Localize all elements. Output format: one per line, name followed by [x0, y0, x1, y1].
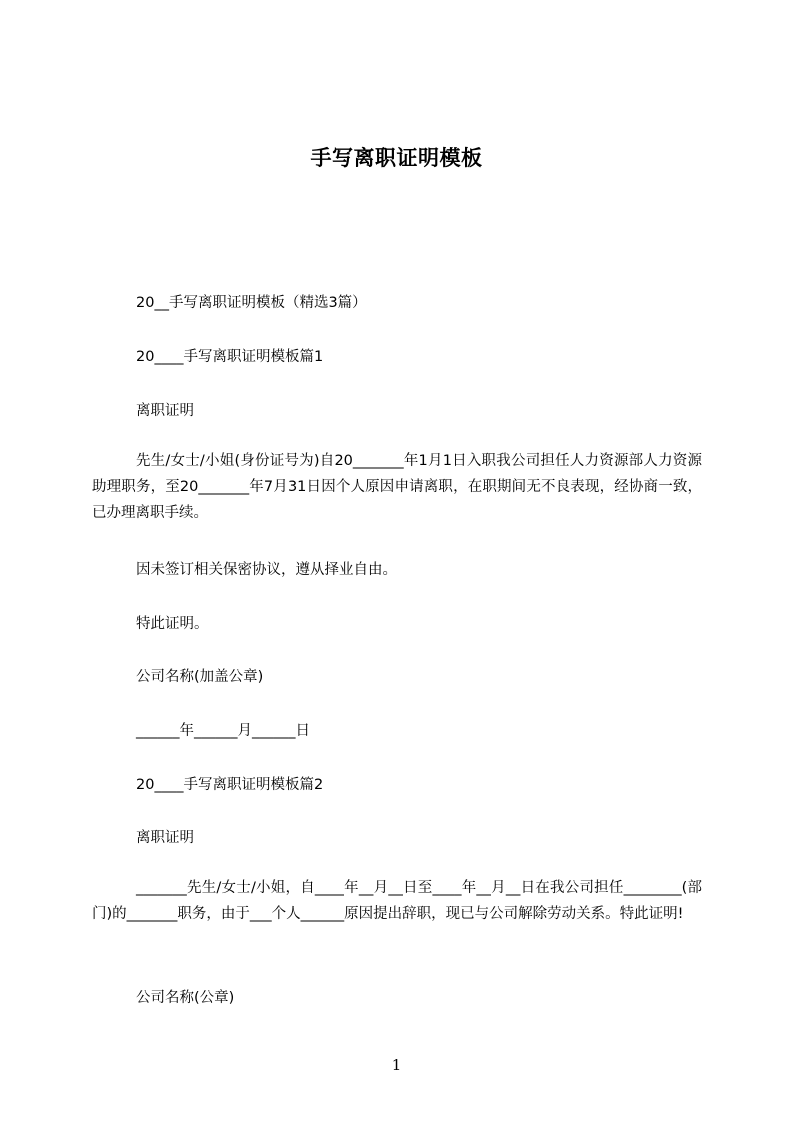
document-subtitle: 20__手写离职证明模板（精选3篇）: [136, 295, 367, 311]
section1-body: 先生/女士/小姐(身份证号为)自20_______年1月1日入职我公司担任人力资源部人力资源助理职务，至20_______年7月31日因个人原因申请离职，在职期间无不良表现，经协商一致，已办理离职手续。: [92, 453, 702, 521]
section2-company: 公司名称(公章): [136, 990, 235, 1006]
section1-label: 离职证明: [136, 403, 194, 419]
section1-date: ______年______月______日: [136, 723, 310, 739]
document-title: 手写离职证明模板: [310, 146, 483, 170]
section1-heading: 20____手写离职证明模板篇1: [136, 349, 324, 365]
section1-company: 公司名称(加盖公章): [136, 669, 264, 685]
section1-closing: 特此证明。: [136, 616, 209, 632]
section2-heading: 20____手写离职证明模板篇2: [136, 777, 324, 793]
page-number: 1: [391, 1056, 402, 1074]
section2-body: _______先生/女士/小姐，自____年__月__日至____年__月__日在我公司担任________(部门)的_______职务，由于___个人______原因提出辞职，现已与公司解除劳动关系。特此证明!: [92, 880, 702, 922]
section2-label: 离职证明: [136, 830, 194, 846]
section1-note: 因未签订相关保密协议，遵从择业自由。: [136, 562, 397, 578]
